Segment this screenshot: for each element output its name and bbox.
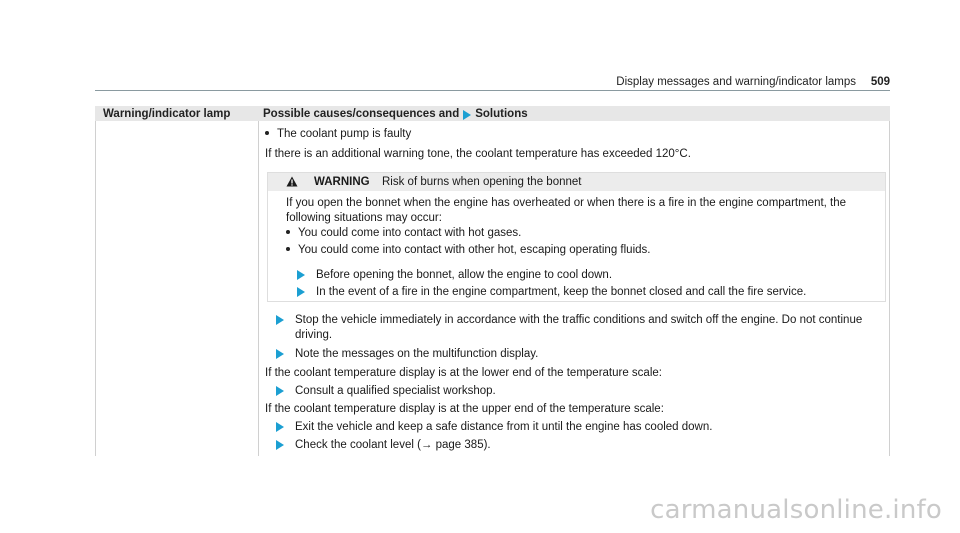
warning-header	[268, 173, 885, 191]
warning-label: WARNING	[314, 176, 370, 188]
solution-arrow-icon	[463, 110, 471, 120]
col-header-warning-lamp: Warning/indicator lamp	[103, 108, 231, 120]
list-item	[286, 243, 650, 258]
step-arrow-icon	[276, 386, 284, 396]
step-arrow-icon	[276, 422, 284, 432]
bullet-text: The coolant pump is faulty	[277, 128, 412, 140]
step-arrow-icon	[276, 440, 284, 450]
paragraph-upper-end: If the coolant temperature display is at the upper end of the temperature scale:	[265, 403, 664, 415]
warning-box	[267, 172, 886, 302]
table-column-divider	[258, 121, 259, 456]
col-header-suffix: Solutions	[475, 108, 528, 120]
page-number: 509	[870, 76, 890, 88]
step-arrow-icon	[276, 349, 284, 359]
warning-intro: If you open the bonnet when the engine has overheated or when there is a fire in the engine compartment, the following situations may occur:	[286, 197, 847, 225]
warning-title: Risk of burns when opening the bonnet	[382, 176, 582, 188]
watermark: carmanualsonline.info	[650, 494, 942, 525]
warning-triangle-icon	[286, 176, 298, 187]
list-item	[265, 127, 411, 142]
table-right-border	[889, 121, 890, 456]
paragraph-additional-tone: If there is an additional warning tone, the coolant temperature has exceeded 120°C.	[265, 148, 691, 160]
solution-step	[265, 438, 883, 453]
bullet-icon	[286, 247, 290, 251]
bullet-text: You could come into contact with other hot, escaping operating fluids.	[298, 244, 651, 256]
bullet-text: You could come into contact with hot gases.	[298, 227, 522, 239]
step-arrow-icon	[297, 270, 305, 280]
warning-lamp-table	[95, 106, 890, 456]
col-header-prefix: Possible causes/consequences and	[263, 108, 460, 120]
solution-step	[265, 384, 883, 399]
warning-step	[286, 285, 806, 300]
step-text: Before opening the bonnet, allow the engine to cool down.	[316, 269, 613, 281]
step-text: Check the coolant level (→ page 385).	[295, 439, 491, 451]
bullet-icon	[265, 131, 269, 135]
step-arrow-icon	[276, 315, 284, 325]
step-text: In the event of a fire in the engine compartment, keep the bonnet closed and call the fire service.	[316, 286, 807, 298]
step-arrow-icon	[297, 287, 305, 297]
step-text: Consult a qualified specialist workshop.	[295, 385, 496, 397]
bullet-icon	[286, 230, 290, 234]
solution-step	[265, 347, 883, 362]
table-header-row	[95, 106, 890, 121]
table-left-border	[95, 121, 96, 456]
list-item	[286, 226, 521, 241]
running-header-title: Display messages and warning/indicator lamps	[616, 76, 856, 88]
paragraph-lower-end: If the coolant temperature display is at the lower end of the temperature scale:	[265, 367, 662, 379]
col-header-causes-solutions	[263, 107, 528, 122]
step-text: Note the messages on the multifunction display.	[295, 348, 539, 360]
solution-step	[265, 420, 883, 435]
step-text: Exit the vehicle and keep a safe distance from it until the engine has cooled down.	[295, 421, 713, 433]
solution-step	[265, 313, 883, 343]
running-header	[95, 75, 890, 91]
step-text: Stop the vehicle immediately in accordance with the traffic conditions and switch off the engine. Do not continue driving.	[295, 314, 863, 342]
warning-step	[286, 268, 612, 283]
